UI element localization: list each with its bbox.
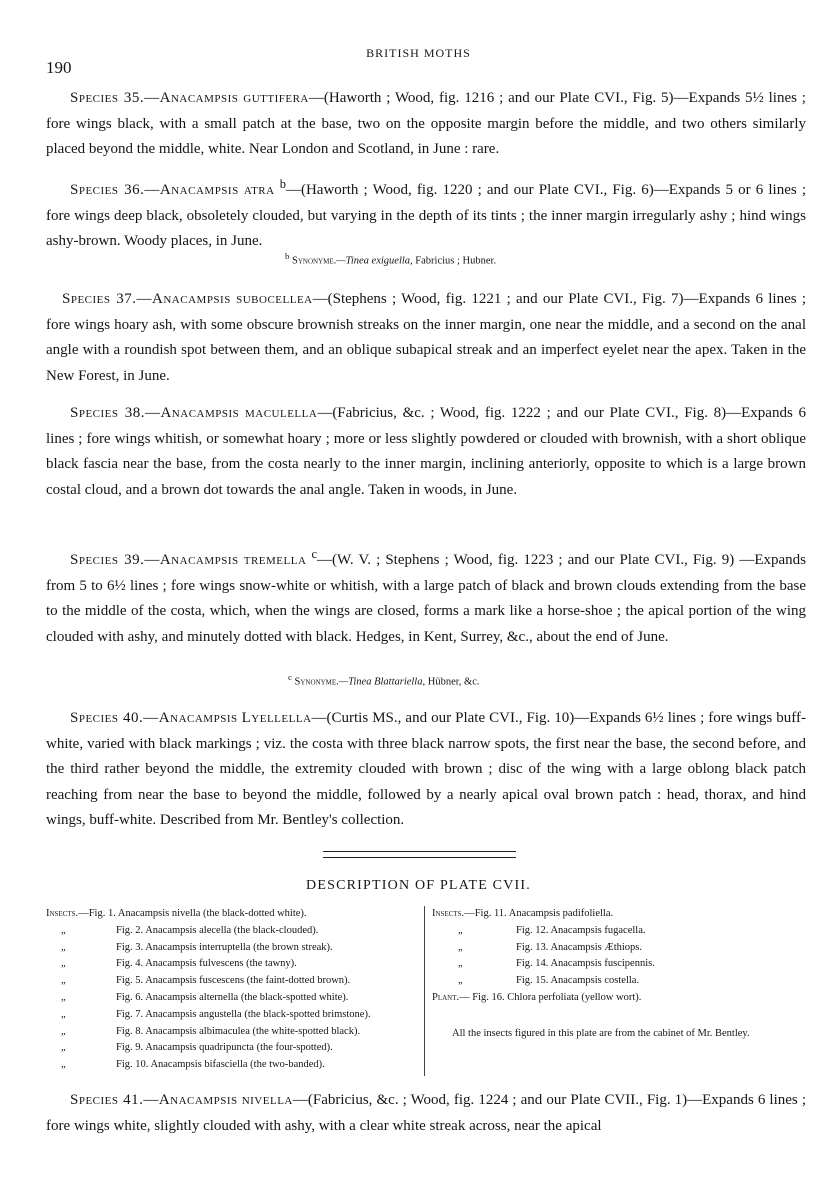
species-entry-39: [46, 542, 806, 650]
plate-figure-row: [432, 940, 655, 957]
figure-description: Anacampsis fugacella.: [550, 924, 646, 936]
figure-category: Plant.: [432, 991, 460, 1003]
footnote-mark: b: [285, 251, 290, 261]
species-label: Species 36.: [70, 182, 145, 198]
species-genus: —Anacampsis: [136, 291, 231, 307]
column-divider: [424, 906, 425, 1076]
plate-figure-row: [46, 1057, 371, 1074]
synonym-name: —Tinea exiguella,: [336, 255, 413, 267]
species-genus: —Anacampsis: [144, 90, 239, 106]
footnote-mark: b: [279, 177, 286, 191]
figure-description: Anacampsis albimaculea (the white-spotted black).: [145, 1025, 361, 1037]
figure-description: Anacampsis costella.: [550, 975, 640, 987]
ditto-mark: „: [61, 991, 66, 1003]
figure-number: Fig. 3.: [116, 941, 144, 953]
figure-number: Fig. 7.: [116, 1008, 144, 1020]
species-name: atra: [243, 182, 275, 198]
figure-number: — Fig. 16.: [459, 991, 505, 1003]
ditto-mark: „: [458, 941, 463, 953]
ditto-mark: „: [61, 1042, 66, 1054]
species-description: —(Curtis MS., and our Plate CVI., Fig. 10)—Expands 6½ lines ; fore wings buff-white, varied with black markings ; viz. the costa with three black narrow spots, the first near the base, the second before, and the third rather beyond the middle, the extremity clouded with brown ; disc of the wing with a large oblong black patch reaching from near the base to beyond the middle, followed by a nearly apical oval brown patch : head, thorax, and hind wings, buff-white. Described from Mr. Bentley's collection.: [46, 710, 806, 828]
figure-number: Fig. 9.: [116, 1042, 144, 1054]
plate-figure-row: [46, 973, 371, 990]
synonym-label: Synonyme.: [292, 255, 337, 267]
species-description: —(W. V. ; Stephens ; Wood, fig. 1223 ; and our Plate CVI., Fig. 9) —Expands from 5 to 6½ lines ; fore wings snow-white or whitish, with a large patch of black and brown clouds extending from the base to the middle of the costa, which, when the wings are closed, forms a mark like a horse-shoe ; the apical portion of the wing clouded with ashy, and minutely dotted with black. Hedges, in Kent, Surrey, &c., about the end of June.: [46, 552, 806, 645]
figure-description: Anacampsis quadripuncta (the four-spotted).: [145, 1042, 333, 1054]
ditto-mark: „: [61, 958, 66, 970]
figure-number: Fig. 12.: [516, 924, 549, 936]
page-number: 190: [46, 58, 72, 77]
plate-figure-row: [432, 956, 655, 973]
figure-description: Anacampsis fuscescens (the faint-dotted brown).: [145, 975, 351, 987]
species-genus: —Anacampsis: [143, 710, 238, 726]
figure-description: Anacampsis alternella (the black-spotted white).: [145, 991, 349, 1003]
figure-number: Fig. 4.: [116, 958, 144, 970]
section-divider: [323, 851, 516, 858]
plate-figure-row: [46, 1040, 371, 1057]
synonym-label: Synonyme.: [294, 676, 339, 688]
species-description: —(Fabricius, &c. ; Wood, fig. 1224 ; and our Plate CVII., Fig. 1)—Expands 6 lines ; fore wings white, slightly clouded with ashy, with a clear white streak across, near the apical: [46, 1092, 806, 1134]
footnote-mark: c: [288, 672, 292, 682]
plate-figure-row: [432, 923, 655, 940]
species-name: Lyellella: [241, 710, 312, 726]
plate-figure-row: [46, 1007, 371, 1024]
species-genus: —Anacampsis: [143, 1092, 238, 1108]
synonym-footnote-b: [285, 251, 496, 267]
species-name: nivella: [241, 1092, 293, 1108]
species-description: —(Fabricius, &c. ; Wood, fig. 1222 ; and our Plate CVI., Fig. 8)—Expands 6 lines ; fore wings whitish, or somewhat hoary ; more or less slightly powdered or clouded with brownish, with a short oblique black fascia near the base, from the costa nearly to the inner margin, inclining anteriorly, opposite to which is a large brown costal cloud, and a brown dot towards the anal angle. Taken in woods, in June.: [46, 405, 806, 498]
figure-description: Anacampsis fulvescens (the tawny).: [145, 958, 297, 970]
species-name: guttifera: [243, 90, 309, 106]
ditto-mark: „: [458, 958, 463, 970]
species-entry-37: [46, 287, 806, 389]
species-entry-40: [46, 706, 806, 834]
plate-figure-row: [46, 956, 371, 973]
figure-number: Fig. 13.: [516, 941, 549, 953]
plate-figure-row: [432, 990, 655, 1007]
figure-number: —Fig. 1.: [78, 908, 116, 919]
species-entry-41: [46, 1088, 806, 1139]
ditto-mark: „: [61, 975, 66, 987]
figure-number: Fig. 15.: [516, 975, 549, 987]
plate-figure-row: [432, 973, 655, 990]
species-name: maculella: [244, 405, 318, 421]
figure-number: Fig. 8.: [116, 1025, 144, 1037]
synonym-authors: Fabricius ; Hubner.: [415, 255, 497, 267]
figure-description: Anacampsis angustella (the black-spotted brimstone).: [145, 1008, 371, 1020]
ditto-mark: „: [61, 941, 66, 953]
ditto-mark: „: [61, 1025, 66, 1037]
species-description: —(Stephens ; Wood, fig. 1221 ; and our Plate CVI., Fig. 7)—Expands 6 lines ; fore wings hoary ash, with some obscure brownish streaks on the inner margin, one near the middle, and a second on the anal angle with a roundish spot between them, and an oblique subapical streak and an imperfect eyelet near the apex. Taken in the New Forest, in June.: [46, 291, 806, 384]
figure-category: Insects.: [46, 908, 79, 919]
synonym-footnote-c: [288, 672, 480, 688]
species-entry-36: [46, 172, 806, 255]
figure-number: Fig. 14.: [516, 958, 549, 970]
species-description: —(Haworth ; Wood, fig. 1216 ; and our Plate CVI., Fig. 5)—Expands 5½ lines ; fore wings black, with a small patch at the base, two on the opposite margin before the middle, and two others similarly placed beyond the middle, white. Near London and Scotland, in June : rare.: [46, 90, 806, 157]
plate-figure-row: [46, 906, 371, 923]
species-name: subocellea: [236, 291, 313, 307]
figure-category: Insects.: [432, 908, 465, 919]
species-entry-38: [46, 401, 806, 503]
species-label: Species 38.: [70, 405, 145, 421]
species-name: tremella: [243, 552, 307, 568]
footnote-mark: c: [311, 547, 318, 561]
figure-description: Anacampsis alecella (the black-clouded).: [145, 924, 319, 936]
figure-number: —Fig. 11.: [464, 908, 507, 919]
figure-description: Anacampsis interruptella (the brown streak).: [145, 941, 333, 953]
figure-number: Fig. 6.: [116, 991, 144, 1003]
figure-description: Anacampsis bifasciella (the two-banded).: [150, 1059, 325, 1071]
ditto-mark: „: [61, 1059, 66, 1071]
plate-figure-list-right: [432, 906, 655, 1007]
figure-description: Anacampsis Æthiops.: [550, 941, 643, 953]
species-genus: —Anacampsis: [144, 405, 240, 421]
figure-description: Anacampsis fuscipennis.: [550, 958, 655, 970]
ditto-mark: „: [458, 975, 463, 987]
figure-number: Fig. 5.: [116, 975, 144, 987]
species-genus: —Anacampsis: [144, 552, 239, 568]
figure-description: Chlora perfoliata (yellow wort).: [507, 991, 642, 1003]
plate-heading: DESCRIPTION OF PLATE CVII.: [306, 878, 531, 893]
species-label: Species 35.: [70, 90, 145, 106]
plate-note: All the insects figured in this plate are from the cabinet of Mr. Bentley.: [452, 1028, 750, 1039]
running-head: BRITISH MOTHS: [366, 46, 471, 60]
species-label: Species 37.: [62, 291, 137, 307]
synonym-authors: Hübner, &c.: [427, 676, 480, 688]
synonym-name: —Tinea Blattariella,: [338, 676, 426, 688]
species-label: Species 40.: [70, 710, 144, 726]
species-label: Species 41.: [70, 1092, 144, 1108]
plate-figure-row: [432, 906, 655, 923]
species-label: Species 39.: [70, 552, 145, 568]
species-description: —(Haworth ; Wood, fig. 1220 ; and our Plate CVI., Fig. 6)—Expands 5 or 6 lines ; fore wings deep black, obsoletely clouded, but varying in the depth of its tints ; the inner margin irregularly ashy ; hind wings ashy-brown. Woody places, in June.: [46, 182, 806, 249]
plate-figure-row: [46, 940, 371, 957]
figure-number: Fig. 10.: [116, 1059, 149, 1071]
plate-figure-row: [46, 1024, 371, 1041]
ditto-mark: „: [61, 924, 66, 936]
plate-figure-row: [46, 923, 371, 940]
species-entry-35: [46, 86, 806, 163]
ditto-mark: „: [458, 924, 463, 936]
plate-figure-list-left: [46, 906, 371, 1074]
figure-description: Anacampsis nivella (the black-dotted white).: [117, 908, 307, 919]
ditto-mark: „: [61, 1008, 66, 1020]
species-genus: —Anacampsis: [144, 182, 239, 198]
figure-description: Anacampsis padifoliella.: [508, 908, 614, 919]
figure-number: Fig. 2.: [116, 924, 144, 936]
plate-figure-row: [46, 990, 371, 1007]
